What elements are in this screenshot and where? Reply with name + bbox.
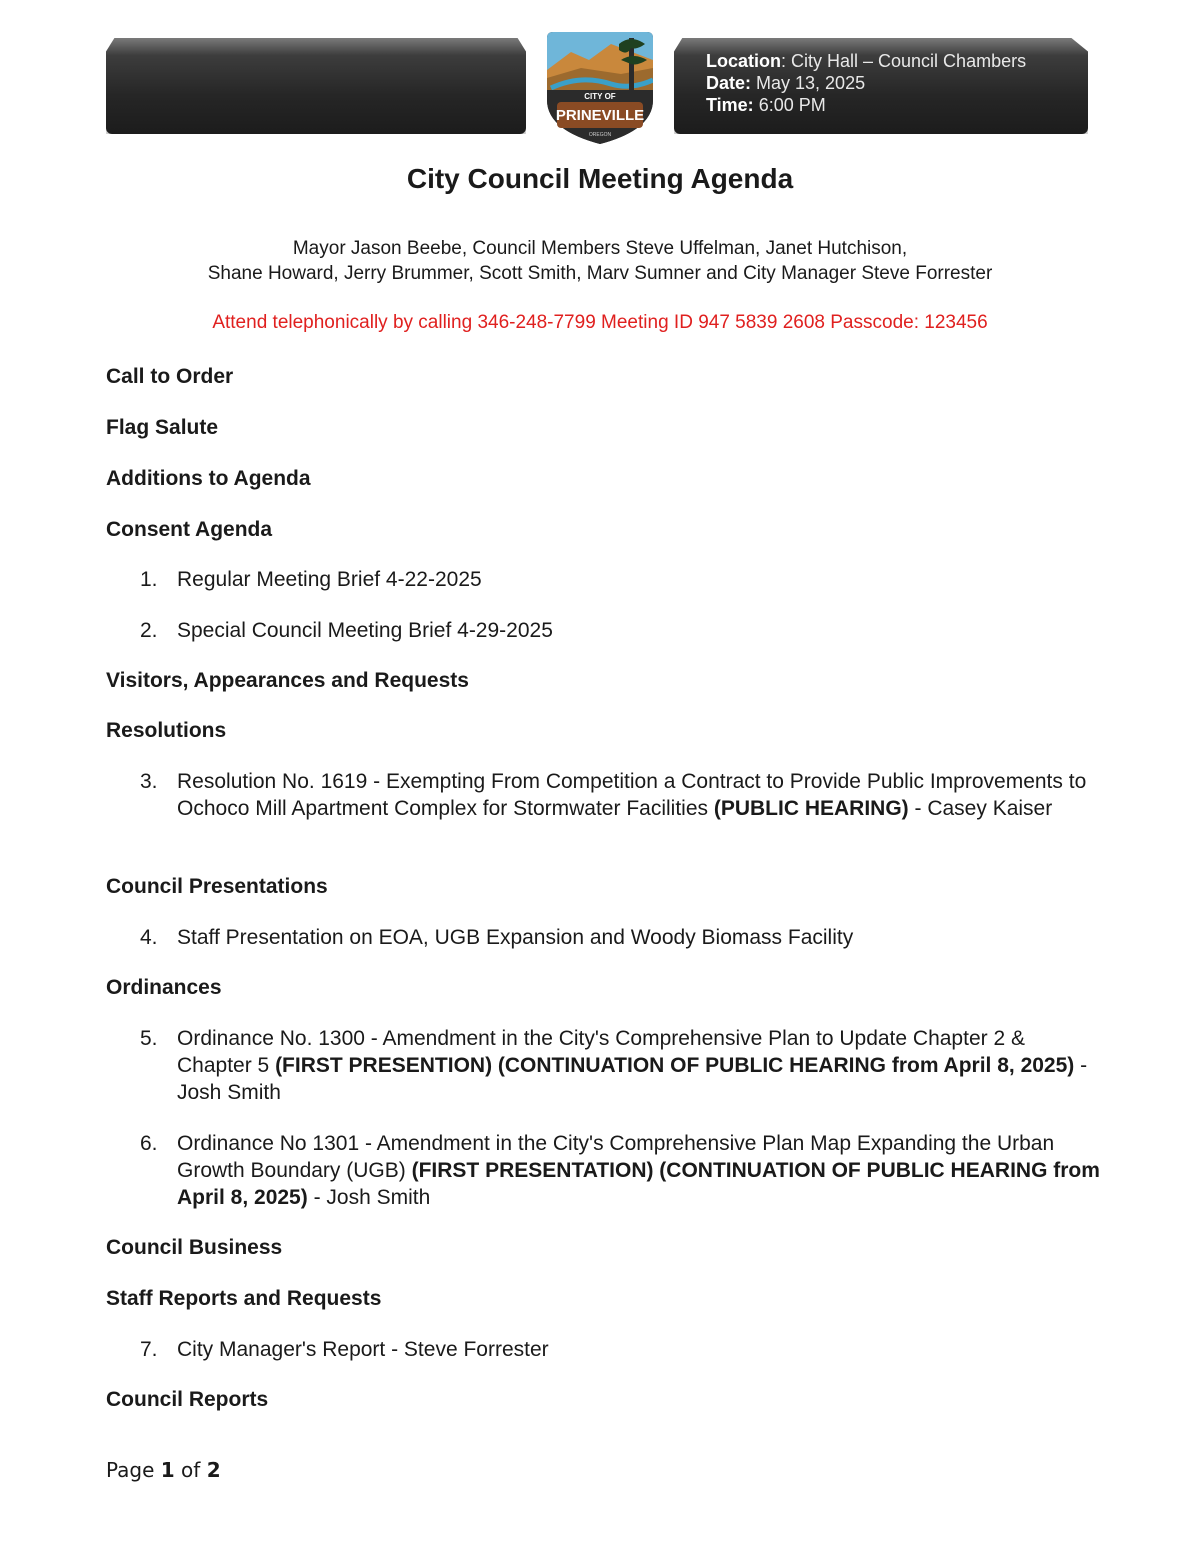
logo-text-top: CITY OF xyxy=(584,92,616,101)
section-staff-reports: Staff Reports and Requests xyxy=(106,1287,382,1310)
logo-text-main: PRINEVILLE xyxy=(555,107,645,124)
section-visitors: Visitors, Appearances and Requests xyxy=(106,669,469,692)
page-number: Page 1 of 2 xyxy=(106,1458,221,1482)
meeting-info xyxy=(706,50,1026,116)
council-members: Mayor Jason Beebe, Council Members Steve Uffelman, Janet Hutchison, Shane Howard, Jerry Brummer, Scott Smith, Marv Sumner and City Manager Steve Forrester xyxy=(207,238,993,284)
agenda-item-2: 2. Special Council Meeting Brief 4-29-2025 xyxy=(140,619,553,642)
section-resolutions: Resolutions xyxy=(106,719,227,742)
section-flag-salute: Flag Salute xyxy=(106,416,219,439)
header-banner-left xyxy=(106,38,526,134)
location-line: Location: City Hall – Council Chambers xyxy=(706,51,1027,71)
date-line: Date: May 13, 2025 xyxy=(706,73,866,93)
agenda-item-3: 3. Resolution No. 1619 - Exempting From Competition a Contract to Provide Public Improvements to Ochoco Mill Apartment Complex for Stormwater Facilities (PUBLIC HEARING) - Casey Kaiser xyxy=(140,770,1087,820)
section-council-business: Council Business xyxy=(106,1236,283,1259)
section-council-presentations: Council Presentations xyxy=(106,875,328,898)
city-logo-icon xyxy=(541,30,659,146)
section-call-to-order: Call to Order xyxy=(106,365,234,388)
section-additions: Additions to Agenda xyxy=(106,467,311,490)
section-consent-agenda: Consent Agenda xyxy=(106,518,273,541)
phone-notice: Attend telephonically by calling 346-248-7799 Meeting ID 947 5839 2608 Passcode: 123456 xyxy=(212,312,988,333)
page-title: City Council Meeting Agenda xyxy=(406,163,794,194)
agenda-item-1: 1. Regular Meeting Brief 4-22-2025 xyxy=(140,568,482,591)
agenda-item-7: 7. City Manager's Report - Steve Forrester xyxy=(140,1338,549,1361)
agenda-item-6: 6. Ordinance No 1301 - Amendment in the City's Comprehensive Plan Map Expanding the Urban Growth Boundary (UGB) (FIRST PRESENTATION) (CONTINUATION OF PUBLIC HEARING from April 8, 2025) - Josh Smith xyxy=(140,1132,1100,1209)
section-ordinances: Ordinances xyxy=(106,976,222,999)
agenda-item-4: 4. Staff Presentation on EOA, UGB Expansion and Woody Biomass Facility xyxy=(140,926,854,949)
time-line: Time: 6:00 PM xyxy=(706,95,826,115)
logo-text-bottom: OREGON xyxy=(588,132,612,138)
section-council-reports: Council Reports xyxy=(106,1388,269,1411)
agenda-item-5: 5. Ordinance No. 1300 - Amendment in the City's Comprehensive Plan to Update Chapter 2 & Chapter 5 (FIRST PRESENTION) (CONTINUATION OF PUBLIC HEARING from April 8, 2025) - Josh Smith xyxy=(140,1027,1088,1104)
